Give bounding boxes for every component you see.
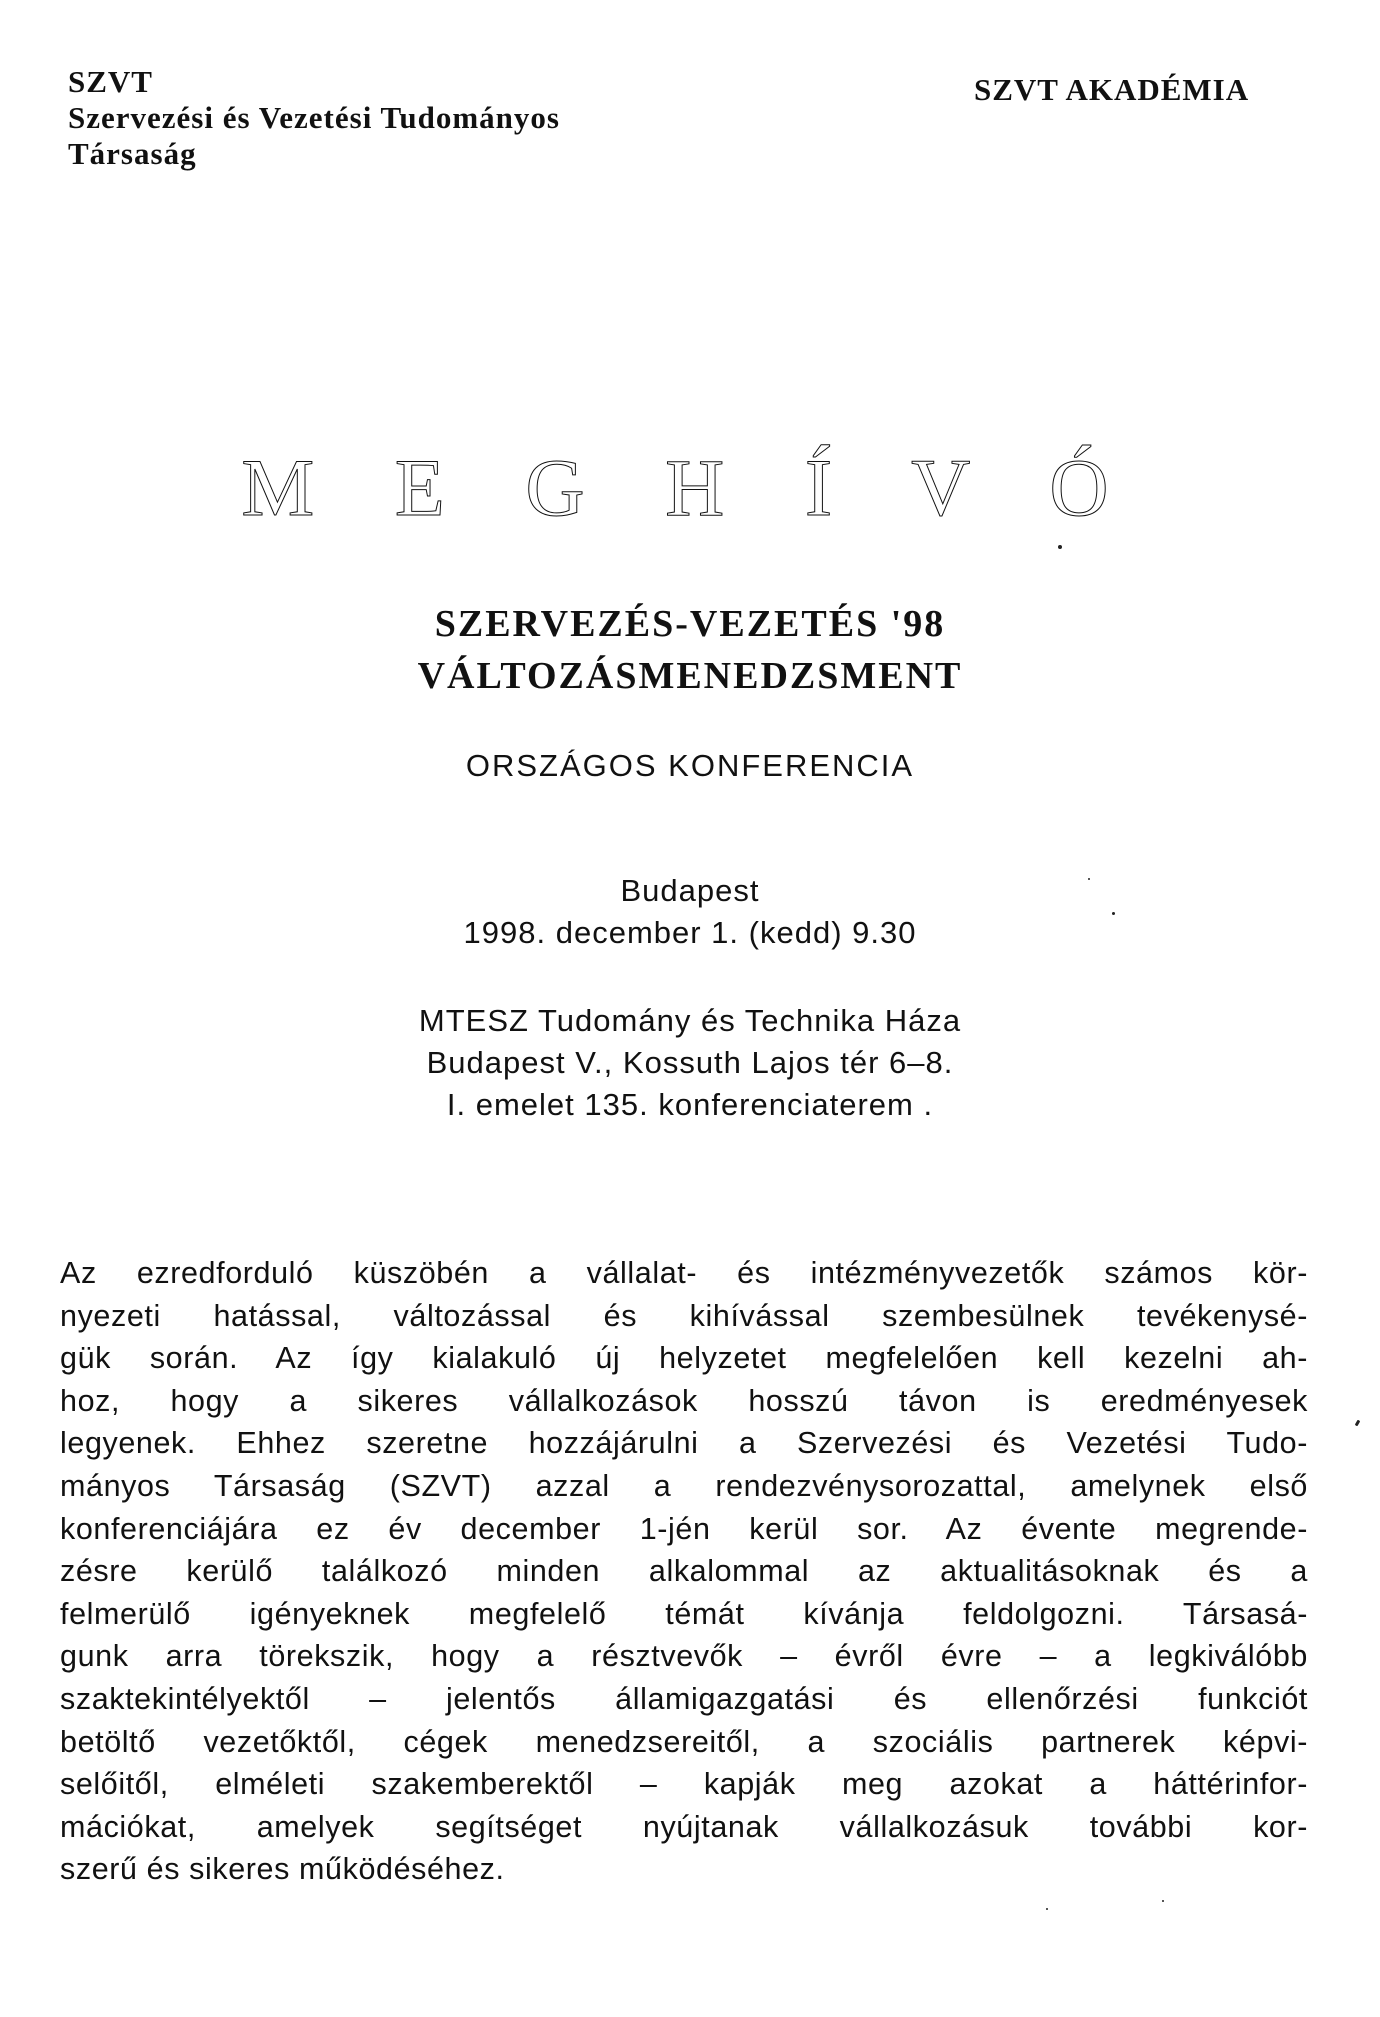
invitation-title: M E G H Í V Ó xyxy=(241,442,1139,533)
conference-title-line-2: VÁLTOZÁSMENEDZSMENT xyxy=(417,655,963,697)
org-line-2: Szervezési és Vezetési Tudományos xyxy=(68,100,560,135)
body-line: szaktekintélyektől – jelentős államigazgatási és ellenőrzési funkciót xyxy=(60,1681,1308,1716)
academy-name: SZVT AKADÉMIA xyxy=(974,72,1250,107)
body-line: mációkat, amelyek segítséget nyújtanak vállalkozásuk további kor- xyxy=(60,1809,1308,1844)
venue-line-2: Budapest V., Kossuth Lajos tér 6–8. xyxy=(426,1045,954,1080)
org-line-3: Társaság xyxy=(68,136,197,171)
org-line-1: SZVT xyxy=(68,64,153,99)
body-line: betöltő vezetőktől, cégek menedzsereitől, a szociális partnerek képvi- xyxy=(60,1724,1308,1759)
body-line: gunk arra törekszik, hogy a résztvevők – évről évre – a legkiválóbb xyxy=(60,1639,1308,1674)
body-line: hoz, hogy a sikeres vállalkozások hosszú távon is eredményesek xyxy=(60,1383,1308,1418)
body-line: szerű és sikeres működéséhez. xyxy=(60,1852,505,1887)
venue-line-1: MTESZ Tudomány és Technika Háza xyxy=(418,1003,962,1038)
event-date-block xyxy=(0,870,1380,954)
body-line: felmerülő igényeknek megfelelő témát kívánja feldolgozni. Társasá- xyxy=(60,1596,1308,1631)
scan-speck xyxy=(1046,1908,1048,1910)
scan-speck xyxy=(1355,1420,1361,1427)
body-line: Az ezredforduló küszöbén a vállalat- és intézményvezetők számos kör- xyxy=(60,1256,1308,1290)
body-paragraph xyxy=(60,1252,1308,1891)
body-line: selőitől, elméleti szakemberektől – kapják meg azokat a háttérinfor- xyxy=(60,1767,1308,1802)
body-line: nyezeti hatással, változással és kihívással szembesülnek tevékenysé- xyxy=(60,1298,1308,1333)
body-line: konferenciájára ez év december 1-jén kerül sor. Az évente megrende- xyxy=(60,1511,1308,1546)
body-line: mányos Társaság (SZVT) azzal a rendezvénysorozattal, amelynek első xyxy=(60,1468,1308,1503)
conference-subtitle: ORSZÁGOS KONFERENCIA xyxy=(465,748,915,783)
event-city: Budapest xyxy=(620,873,760,908)
body-line: zésre kerülő találkozó minden alkalommal az aktualitásoknak és a xyxy=(60,1554,1308,1589)
scan-speck xyxy=(1162,1900,1164,1902)
venue-line-3: I. emelet 135. konferenciaterem . xyxy=(446,1087,934,1122)
organization-name xyxy=(68,64,560,172)
conference-title-line-1: SZERVEZÉS-VEZETÉS '98 xyxy=(434,603,946,645)
scan-speck xyxy=(1112,912,1115,915)
body-line: gük során. Az így kialakuló új helyzetet megfelelően kell kezelni ah- xyxy=(60,1341,1308,1376)
venue-block xyxy=(0,1000,1380,1126)
scan-speck xyxy=(1058,545,1062,549)
conference-title xyxy=(0,598,1380,702)
event-datetime: 1998. december 1. (kedd) 9.30 xyxy=(463,915,917,950)
scan-speck xyxy=(1088,878,1090,880)
body-line: legyenek. Ehhez szeretne hozzájárulni a Szervezési és Vezetési Tudo- xyxy=(60,1426,1308,1461)
